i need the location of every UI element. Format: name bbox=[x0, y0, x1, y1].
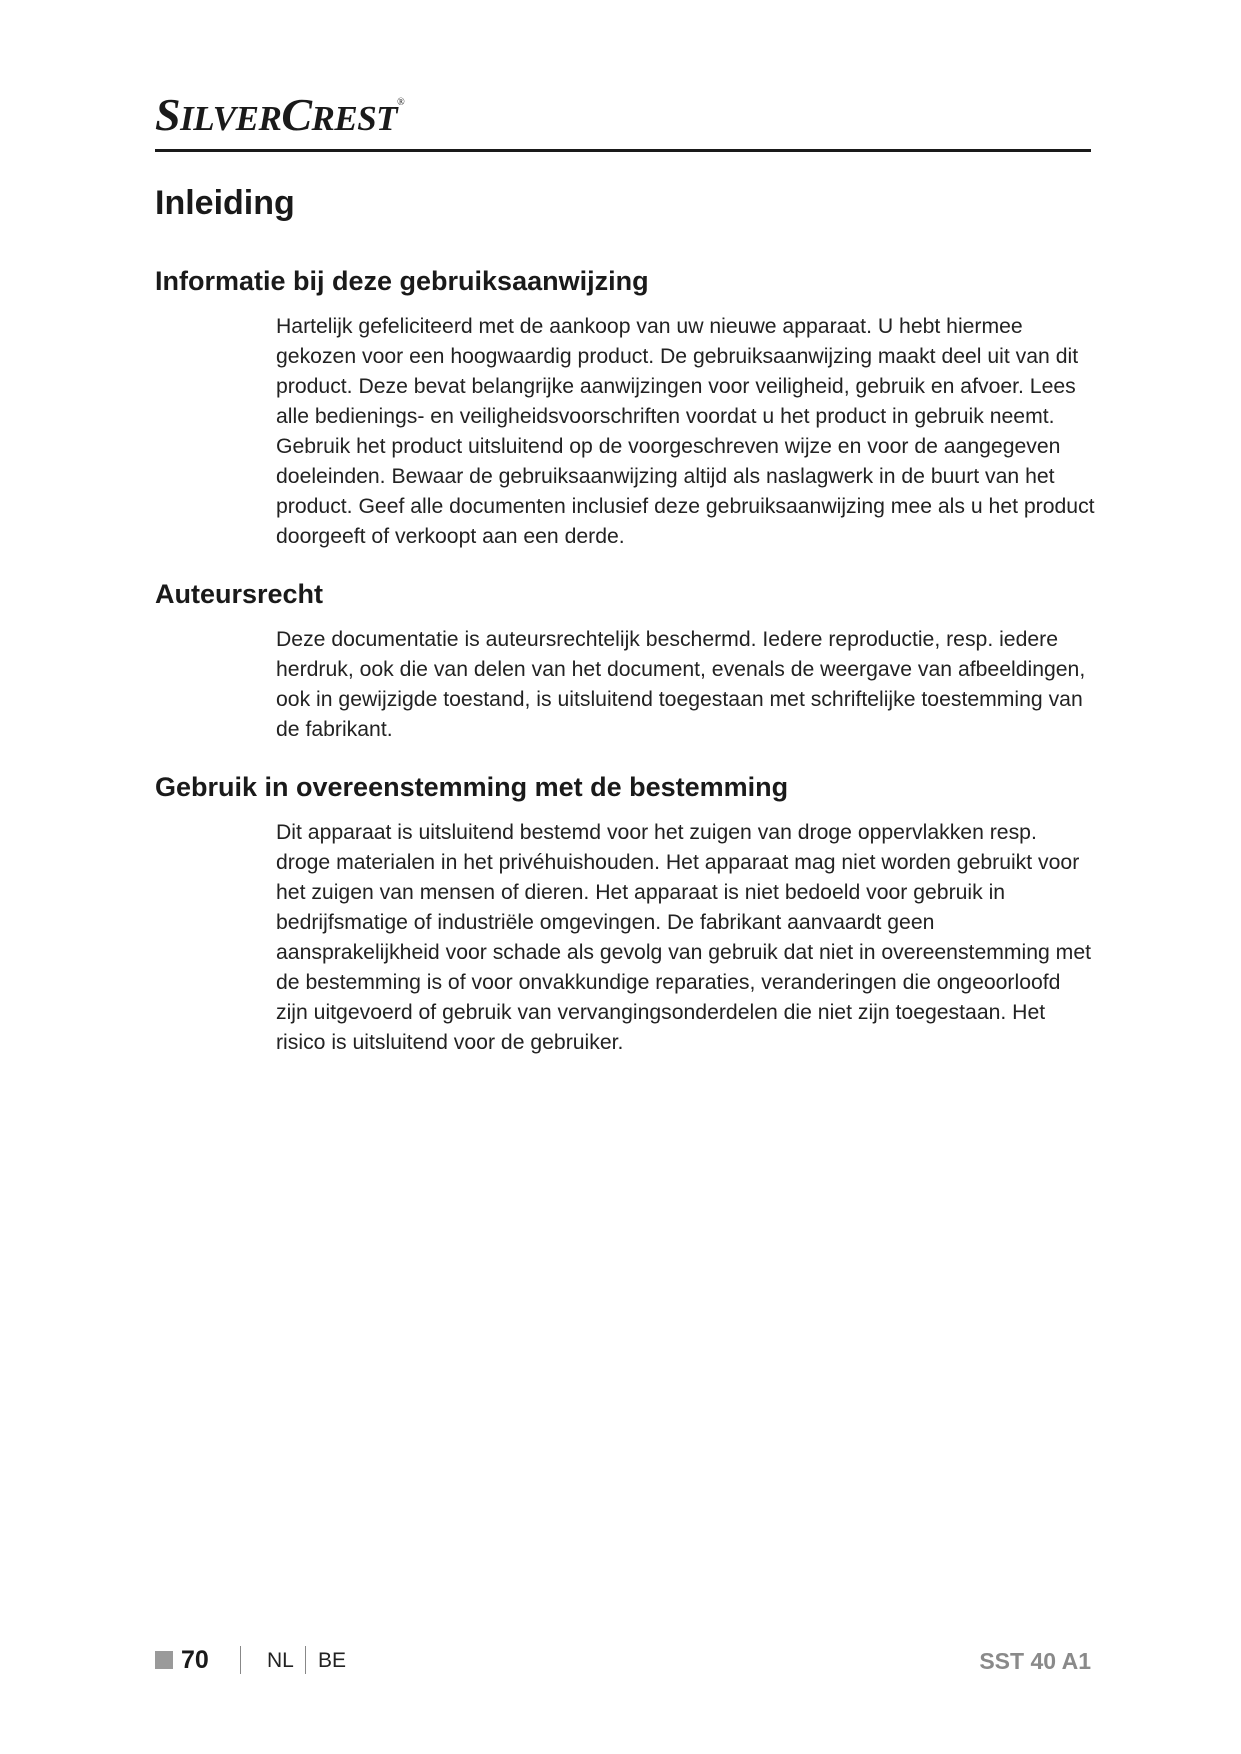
language-nl: NL bbox=[267, 1649, 294, 1672]
footer-divider bbox=[240, 1646, 241, 1674]
registered-mark: ® bbox=[397, 97, 405, 108]
logo-letter-s: S bbox=[155, 89, 181, 140]
language-be: BE bbox=[318, 1649, 347, 1672]
section-heading-informatie: Informatie bij deze gebruiksaanwijzing bbox=[155, 266, 649, 296]
brand-logo bbox=[155, 89, 405, 140]
footer-square-icon bbox=[155, 1651, 173, 1669]
section-body-informatie: Hartelijk gefeliciteerd met de aankoop van uw nieuwe apparaat. U hebt hiermee gekozen voor een hoogwaardig product. De gebruiksaanwijzing maakt deel uit van dit product. Deze bevat belangrijke aanwijzingen voor veiligheid, gebruik en afvoer. Lees alle bedienings- en veiligheidsvoorschriften voordat u het product in gebruik neemt. Gebruik het product uitsluitend op de voorgeschreven wijze en voor de aangegeven doeleinden. Bewaar de gebruiksaanwijzing altijd als naslagwerk in de buurt van het product. Geef alle documenten inclusief deze gebruiksaanwijzing mee als u het product doorgeeft of verkoopt aan een derde. bbox=[276, 315, 1095, 548]
logo-rest: REST bbox=[311, 99, 398, 138]
header-rule bbox=[155, 149, 1091, 152]
section-body-gebruik: Dit apparaat is uitsluitend bestemd voor het zuigen van droge oppervlakken resp. droge materialen in het privéhuishouden. Het apparaat mag niet worden gebruikt voor het zuigen van mensen of dieren. Het apparaat is niet bedoeld voor gebruik in bedrijfsmatige of industriële omgevingen. De fabrikant aanvaardt geen aansprakelijkheid voor schade als gevolg van gebruik dat niet in overeenstemming met de bestemming is of voor onvakkundige reparaties, veranderingen die ongeoorloofd zijn uitgevoerd of gebruik van vervangingsonderdelen die niet zijn toegestaan. Het risico is uitsluitend voor de gebruiker. bbox=[276, 821, 1092, 1054]
section-body-auteursrecht: Deze documentatie is auteursrechtelijk beschermd. Iedere reproductie, resp. iedere herdruk, ook die van delen van het document, evenals de weergave van afbeeldingen, ook in gewijzigde toestand, is uitsluitend toegestaan met schriftelijke toestemming van de fabrikant. bbox=[276, 628, 1086, 741]
page-title: Inleiding bbox=[155, 184, 295, 222]
section-heading-gebruik: Gebruik in overeenstemming met de bestemming bbox=[155, 772, 789, 802]
model-number: SST 40 A1 bbox=[979, 1648, 1091, 1674]
logo-letter-c: C bbox=[281, 89, 312, 140]
page-number: 70 bbox=[181, 1646, 209, 1674]
language-divider bbox=[305, 1646, 306, 1674]
section-heading-auteursrecht: Auteursrecht bbox=[155, 579, 324, 609]
logo-ilver: ILVER bbox=[180, 99, 282, 138]
